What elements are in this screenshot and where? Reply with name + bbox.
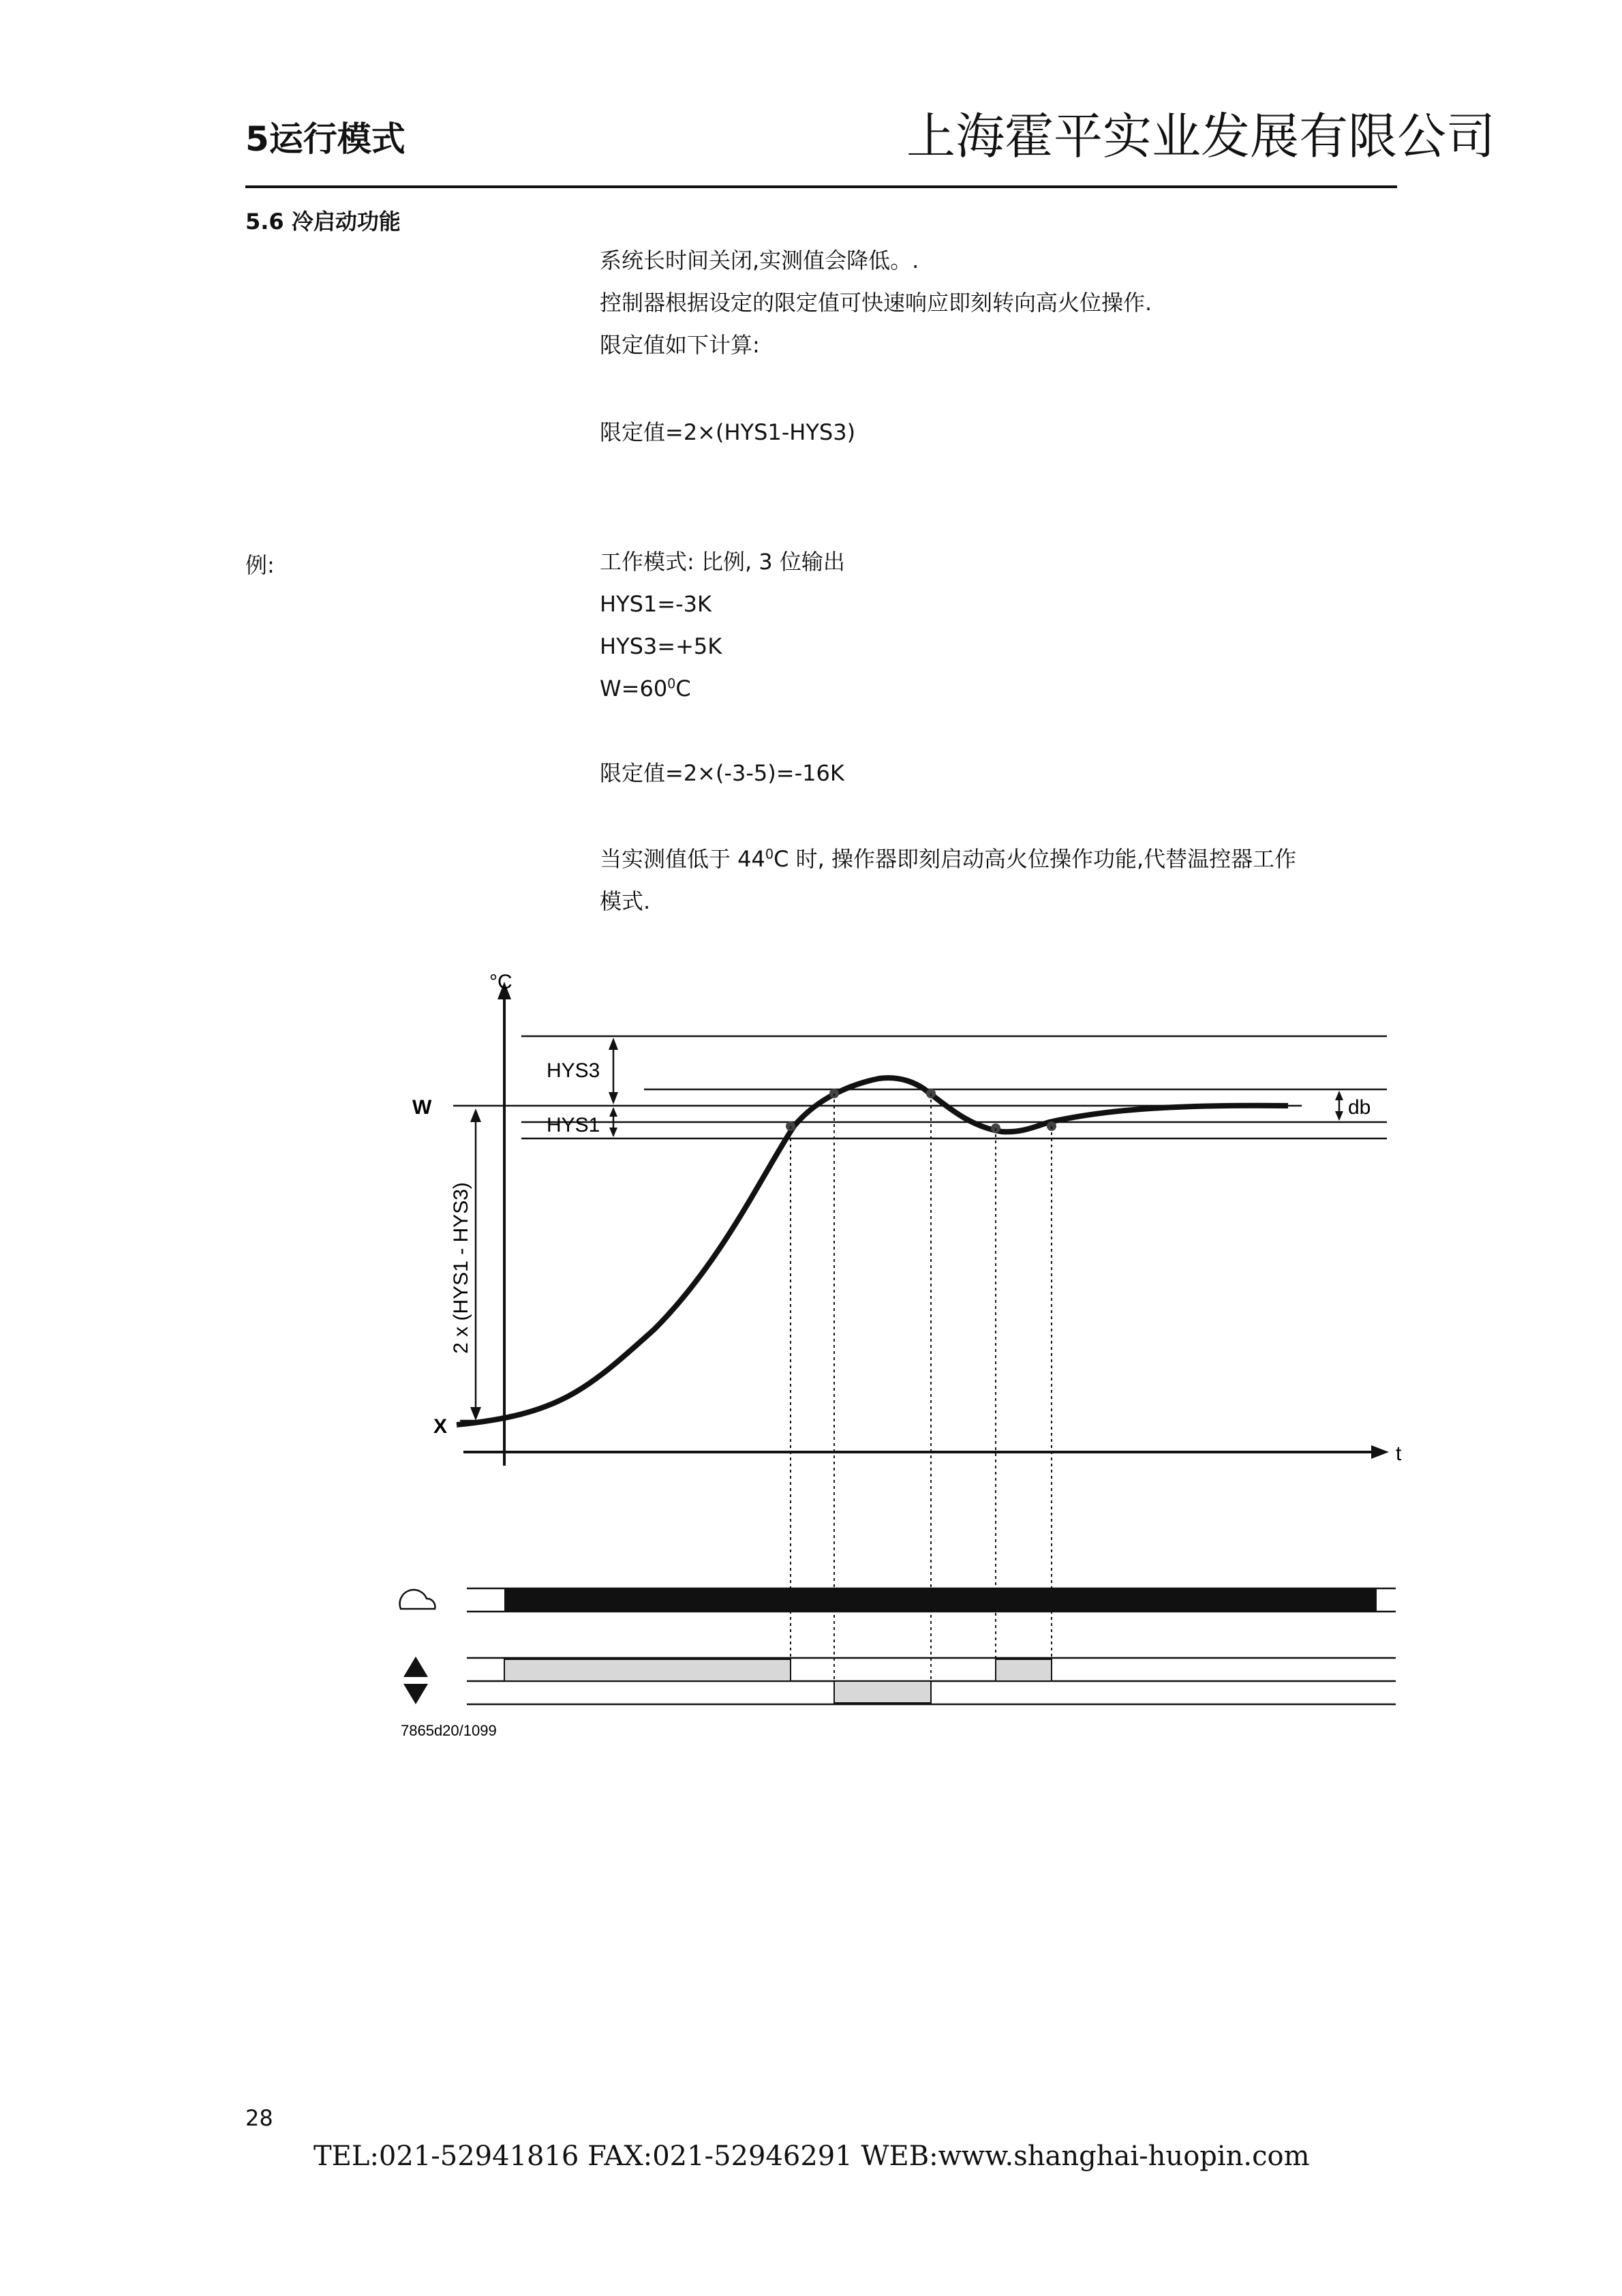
hys3-label: HYS3 <box>547 1059 600 1082</box>
example-label: 例: <box>245 552 275 578</box>
db-arrow-bottom <box>1335 1111 1343 1121</box>
burner-on-bar <box>504 1588 1377 1612</box>
open-arrow-icon <box>403 1657 428 1677</box>
page-number: 28 <box>245 2105 273 2131</box>
close-pulse <box>834 1681 931 1703</box>
open-pulse <box>996 1659 1052 1681</box>
hys1-arrow-bottom <box>609 1128 617 1137</box>
formula: 限定值=2×(HYS1-HYS3) <box>600 419 856 445</box>
db-arrow-top <box>1335 1091 1343 1100</box>
section-title: 5.6 冷启动功能 <box>245 209 401 235</box>
switching-markers <box>791 1093 1052 1704</box>
w-label: W <box>412 1096 432 1119</box>
hys3-arrow-bottom <box>609 1092 618 1104</box>
example-condition: 当实测值低于 $44^0C$ 时, 操作器即刻启动高火位操作功能,代替温控器工作 <box>600 846 1297 872</box>
example-mode: 工作模式: 比例, 3 位输出 <box>600 549 845 575</box>
hys3-arrow-top <box>609 1038 618 1050</box>
intro-line-1: 系统长时间关闭,实测值会降低。. <box>600 247 919 273</box>
hys1-arrow-top <box>609 1107 617 1117</box>
diagram-code: 7865d20/1099 <box>401 1722 497 1739</box>
open-pulse <box>504 1659 791 1681</box>
hys1-label: HYS1 <box>547 1114 600 1136</box>
limit-dimension-label: 2 x (HYS1 - HYS3) <box>450 1182 472 1354</box>
example-w: $W=60^0C$ <box>600 676 691 701</box>
chapter-title: 5运行模式 <box>245 119 406 159</box>
x-label: X <box>433 1415 448 1438</box>
x-axis-arrow <box>1371 1445 1389 1459</box>
company-name: 上海霍平实业发展有限公司 <box>906 108 1496 165</box>
example-condition-line2: 模式. <box>600 888 651 914</box>
intro-line-3: 限定值如下计算: <box>600 332 760 358</box>
y-unit-label: °C <box>489 971 512 993</box>
example-hys1: HYS1=-3K <box>600 591 711 617</box>
close-arrow-icon <box>403 1684 428 1704</box>
burner-icon <box>400 1590 435 1609</box>
x-unit-label: t <box>1396 1442 1402 1465</box>
intro-line-2: 控制器根据设定的限定值可快速响应即刻转向高火位操作. <box>600 290 1152 316</box>
db-label: db <box>1348 1096 1371 1119</box>
example-limit: 限定值=2×(-3-5)=-16K <box>600 760 844 786</box>
example-hys3: HYS3=+5K <box>600 633 722 659</box>
footer-contact: TEL:021-52941816 FAX:021-52946291 WEB:www.shanghai-huopin.com <box>313 2141 1310 2172</box>
limit-arrow-bottom <box>470 1407 481 1421</box>
limit-arrow-top <box>470 1108 481 1122</box>
